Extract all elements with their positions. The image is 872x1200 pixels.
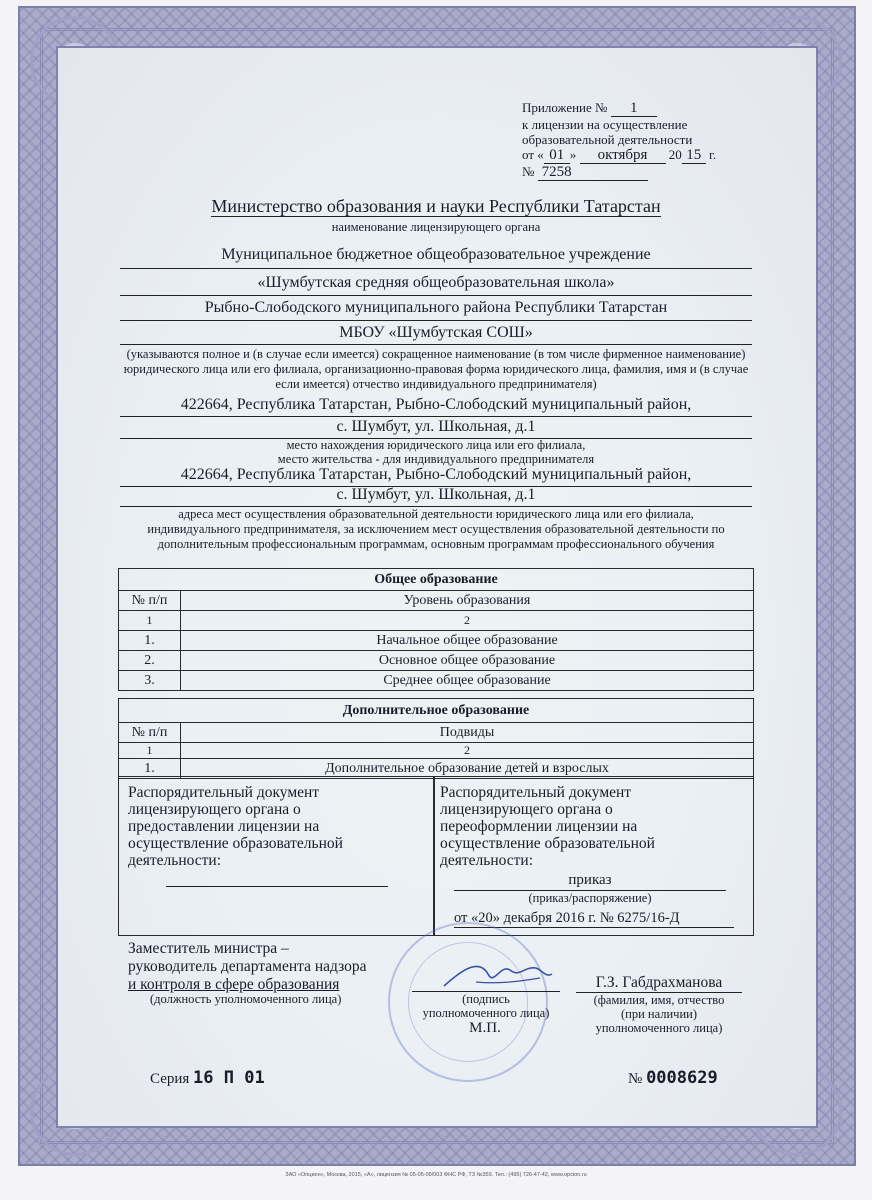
series-value: 16 П 01 — [193, 1068, 265, 1088]
appendix-number: 1 — [611, 101, 657, 117]
year-unit: г. — [709, 147, 717, 162]
signature-mark — [436, 956, 556, 996]
location-line1: 422664, Республика Татарстан, Рыбно-Слободский муниципальный район, — [180, 396, 692, 413]
row-level: Среднее общее образование — [181, 671, 754, 691]
table-row — [119, 631, 754, 651]
col-level-header: Уровень образования — [181, 591, 754, 611]
form-number: 0008629 — [646, 1068, 718, 1088]
col-index: 2 — [181, 743, 754, 759]
license-no-label: № — [522, 164, 535, 179]
signature-caption1: (подпись — [462, 992, 510, 1006]
authority-name: Министерство образования и науки Республики Татарстан — [211, 196, 661, 216]
table-row — [119, 743, 754, 759]
col-index: 2 — [181, 611, 754, 631]
col-subtype-header: Подвиды — [181, 723, 754, 743]
year-prefix: 20 — [668, 147, 682, 162]
activity-address-line1: 422664, Республика Татарстан, Рыбно-Слободский муниципальный район, — [180, 466, 692, 483]
printer-imprint: ЗАО «Опцион», Москва, 2015, «А», лицензия № 05-05-09/003 ФНС РФ, ТЗ №359. Тел.: (495) 726-47-42, www.opcion.ru — [285, 1172, 587, 1178]
order-left-text: Распорядительный документ лицензирующего органа о предоставлении лицензии на осуществление образовательной деятельности: — [128, 784, 343, 869]
licensee-short-name: МБОУ «Шумбутская СОШ» — [339, 324, 533, 341]
signatory-position: Заместитель министра – руководитель департамента надзора и контроля в сфере образования — [128, 940, 367, 993]
general-education-table — [118, 568, 754, 691]
order-date-line: от «20» декабря 2016 г. № 6275/16-Д — [454, 910, 734, 928]
row-subtype: Дополнительное образование детей и взрослых — [181, 759, 754, 779]
table-row — [119, 651, 754, 671]
general-education-heading: Общее образование — [119, 569, 754, 591]
name-caption2: (при наличии) — [620, 1007, 698, 1021]
appendix-block — [522, 100, 762, 181]
series-block — [150, 1068, 265, 1088]
order-left-blank-line — [166, 886, 388, 887]
name-caption3: уполномоченного лица) — [595, 1021, 723, 1035]
appendix-label: Приложение № — [522, 100, 608, 115]
appendix-month: октября — [580, 148, 666, 164]
row-number: 3. — [119, 671, 181, 691]
appendix-line1: к лицензии на осуществление — [522, 117, 688, 132]
order-type: приказ — [568, 872, 612, 888]
table-row — [119, 671, 754, 691]
form-number-block — [628, 1068, 718, 1088]
appendix-year: 15 — [682, 148, 706, 164]
location-line2: с. Шумбут, ул. Школьная, д.1 — [336, 418, 536, 435]
name-caption1: (фамилия, имя, отчество — [593, 993, 725, 1007]
appendix-line2: образовательной деятельности — [522, 132, 693, 147]
row-number: 2. — [119, 651, 181, 671]
seal-place-mark: М.П. — [469, 1020, 501, 1036]
licensee-caption: (указываются полное и (в случае если имеется) сокращенное наименование (в том числе фирменное наименование) юридического лица или его филиала, организационно-правовая форма юридического лица, фамилия, имя и (в случае если имеется) отчество индивидуального предпринимателя) — [123, 347, 749, 391]
series-label: Серия — [150, 1071, 190, 1087]
authority-caption: наименование лицензирующего органа — [331, 220, 541, 234]
signatory-name: Г.З. Габдрахманова — [576, 974, 742, 993]
licensee-line1: Муниципальное бюджетное общеобразовательное учреждение — [221, 246, 651, 263]
table-row — [119, 723, 754, 743]
activity-address-line2: с. Шумбут, ул. Школьная, д.1 — [336, 486, 536, 503]
license-number: 7258 — [538, 165, 648, 181]
form-number-label: № — [628, 1071, 643, 1087]
location-caption2: место жительства - для индивидуального предпринимателя — [277, 452, 595, 466]
row-number: 1. — [119, 631, 181, 651]
row-level: Начальное общее образование — [181, 631, 754, 651]
activity-address-caption: адреса мест осуществления образовательной деятельности юридического лица или его филиала, индивидуального предпринимателя, за исключением мест осуществления образовательной деятельности по дополнительным профессиональным программам, основным программам профессионального обучения — [147, 507, 725, 551]
row-number: 1. — [119, 759, 181, 779]
table-row — [119, 611, 754, 631]
col-index: 1 — [119, 611, 181, 631]
licensee-line2: «Шумбутская средняя общеобразовательная школа» — [257, 274, 615, 291]
table-row — [119, 591, 754, 611]
location-caption1: место нахождения юридического лица или его филиала, — [286, 438, 586, 452]
date-prefix: от « — [522, 147, 544, 162]
order-right-text: Распорядительный документ лицензирующего органа о переоформлении лицензии на осуществление образовательной деятельности: — [440, 784, 655, 869]
date-mid: » — [569, 147, 577, 162]
signature-caption2: уполномоченного лица) — [422, 1006, 550, 1020]
additional-education-heading: Дополнительное образование — [119, 699, 754, 723]
col-index: 1 — [119, 743, 181, 759]
order-type-caption: (приказ/распоряжение) — [528, 891, 652, 905]
row-level: Основное общее образование — [181, 651, 754, 671]
licensee-line3: Рыбно-Слободского муниципального района Республики Татарстан — [204, 299, 668, 316]
col-number-header: № п/п — [119, 723, 181, 743]
col-number-header: № п/п — [119, 591, 181, 611]
position-caption: (должность уполномоченного лица) — [150, 992, 342, 1006]
appendix-day: 01 — [544, 148, 570, 164]
additional-education-table — [118, 698, 754, 779]
